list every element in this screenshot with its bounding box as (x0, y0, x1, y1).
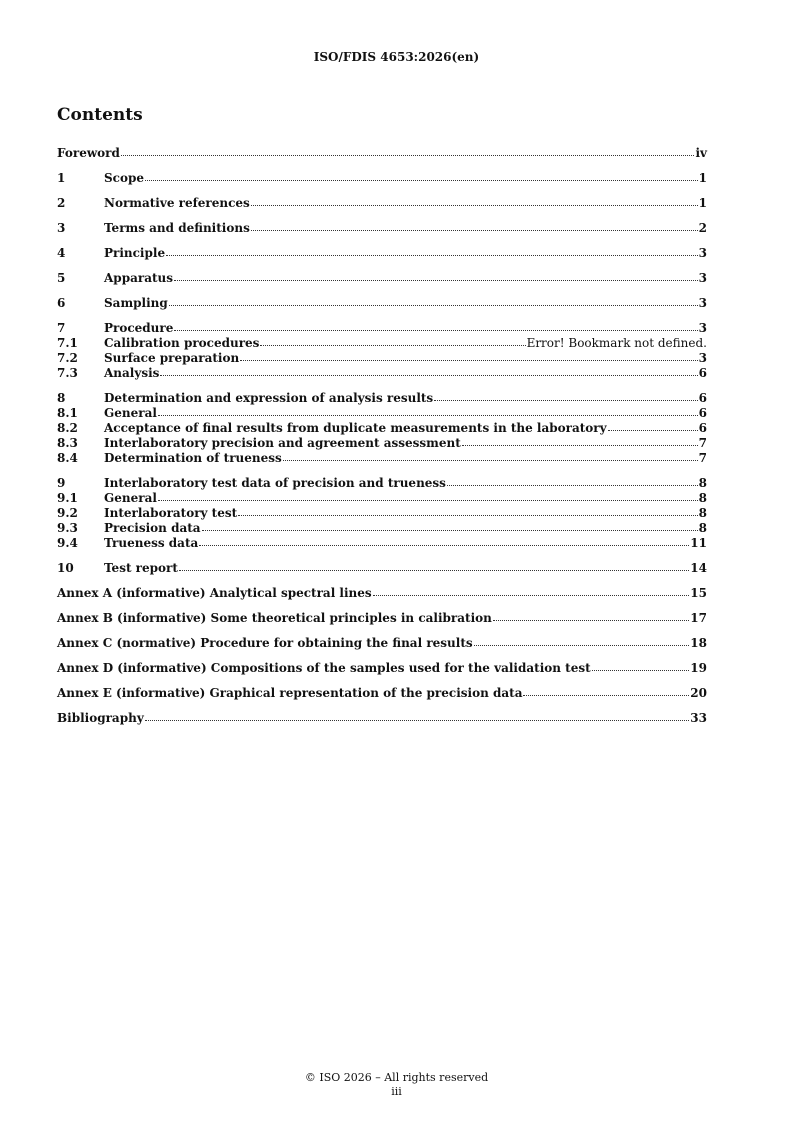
toc-entry[interactable] (57, 476, 707, 491)
toc-entry-number: 6 (57, 296, 66, 310)
toc-dot-leader (493, 610, 689, 621)
toc-dot-leader (160, 365, 697, 376)
toc-entry[interactable] (57, 351, 707, 366)
page-footer (0, 1071, 793, 1099)
toc-entry-page: 3 (698, 321, 707, 335)
toc-entry-page: 33 (690, 711, 707, 725)
toc-dot-leader (145, 710, 690, 721)
toc-entry-page: 1 (698, 196, 707, 210)
toc-entry-title: Interlaboratory test (104, 506, 238, 520)
toc-entry-title: Terms and definitions (104, 221, 250, 235)
toc-entry-page: 18 (690, 636, 707, 650)
toc-entry-title: Annex C (normative) Procedure for obtaining the final results (57, 636, 473, 650)
toc-entry-title: Procedure (104, 321, 174, 335)
toc-entry-number: 8 (57, 391, 66, 405)
toc-entry[interactable] (57, 146, 707, 161)
toc-dot-leader (523, 685, 689, 696)
toc-entry[interactable] (57, 661, 707, 676)
toc-entry[interactable] (57, 391, 707, 406)
contents-title: Contents (57, 105, 143, 125)
toc-entry-title: Interlaboratory precision and agreement assessment (104, 436, 461, 450)
toc-entry-title: Acceptance of final results from duplicate measurements in the laboratory (104, 421, 607, 435)
toc-dot-leader (608, 420, 698, 431)
toc-entry-title: Bibliography (57, 711, 144, 725)
toc-entry-number: 8.1 (57, 406, 78, 420)
toc-entry[interactable] (57, 321, 707, 336)
toc-entry-number: 8.3 (57, 436, 78, 450)
toc-entry-number: 3 (57, 221, 66, 235)
toc-dot-leader (199, 535, 689, 546)
toc-entry-page: 17 (690, 611, 707, 625)
toc-entry-page: 11 (690, 536, 707, 550)
toc-dot-leader (260, 335, 525, 346)
toc-dot-leader (447, 475, 698, 486)
toc-entry[interactable] (57, 636, 707, 651)
toc-entry[interactable] (57, 336, 707, 351)
toc-entry-page: 7 (698, 451, 707, 465)
toc-entry-page: 8 (698, 491, 707, 505)
toc-entry[interactable] (57, 436, 707, 451)
toc-entry-page: Error! Bookmark not defined. (526, 336, 707, 350)
toc-dot-leader (238, 505, 697, 516)
toc-entry-page: 6 (698, 421, 707, 435)
toc-dot-leader (474, 635, 690, 646)
toc-entry[interactable] (57, 246, 707, 261)
toc-entry-page: 14 (690, 561, 707, 575)
table-of-contents (57, 146, 707, 726)
toc-entry-title: Scope (104, 171, 145, 185)
toc-entry-page: 6 (698, 366, 707, 380)
toc-dot-leader (373, 585, 690, 596)
toc-entry-title: Normative references (104, 196, 250, 210)
toc-entry-number: 4 (57, 246, 66, 260)
toc-entry-page: 3 (698, 351, 707, 365)
toc-entry-title: Calibration procedures (104, 336, 260, 350)
toc-entry-number: 9 (57, 476, 66, 490)
toc-dot-leader (166, 245, 698, 256)
toc-entry[interactable] (57, 421, 707, 436)
toc-entry-number: 1 (57, 171, 66, 185)
toc-entry[interactable] (57, 196, 707, 211)
toc-entry-title: Sampling (104, 296, 168, 310)
toc-dot-leader (434, 390, 697, 401)
toc-entry-title: Surface preparation (104, 351, 240, 365)
toc-entry-page: 6 (698, 406, 707, 420)
toc-entry[interactable] (57, 221, 707, 236)
document-header: ISO/FDIS 4653:2026(en) (313, 50, 480, 64)
toc-entry-title: Foreword (57, 146, 120, 160)
toc-entry[interactable] (57, 491, 707, 506)
toc-entry[interactable] (57, 171, 707, 186)
toc-entry-title: General (104, 491, 157, 505)
toc-entry-page: 3 (698, 246, 707, 260)
toc-entry[interactable] (57, 586, 707, 601)
toc-entry[interactable] (57, 506, 707, 521)
toc-entry-number: 9.2 (57, 506, 78, 520)
toc-entry-title: General (104, 406, 157, 420)
copyright-notice: © ISO 2026 – All rights reserved (304, 1071, 489, 1084)
toc-entry[interactable] (57, 521, 707, 536)
toc-entry-number: 9.3 (57, 521, 78, 535)
toc-entry-title: Test report (104, 561, 178, 575)
toc-dot-leader (121, 145, 695, 156)
toc-dot-leader (169, 295, 698, 306)
toc-dot-leader (174, 270, 698, 281)
toc-entry[interactable] (57, 686, 707, 701)
toc-entry-title: Apparatus (104, 271, 173, 285)
toc-entry-title: Analysis (104, 366, 160, 380)
toc-entry-title: Annex B (informative) Some theoretical principles in calibration (57, 611, 492, 625)
toc-entry-number: 7.3 (57, 366, 78, 380)
toc-entry-page: 1 (698, 171, 707, 185)
toc-entry[interactable] (57, 451, 707, 466)
toc-entry-page: 6 (698, 391, 707, 405)
toc-entry-number: 7 (57, 321, 66, 335)
toc-dot-leader (283, 450, 698, 461)
toc-entry-page: 19 (690, 661, 707, 675)
toc-dot-leader (251, 220, 698, 231)
toc-entry-title: Principle (104, 246, 166, 260)
toc-entry-number: 2 (57, 196, 66, 210)
toc-entry-page: 20 (690, 686, 707, 700)
page-number: iii (391, 1085, 402, 1098)
toc-entry-title: Determination of trueness (104, 451, 282, 465)
toc-entry-page: 3 (698, 296, 707, 310)
toc-entry[interactable] (57, 406, 707, 421)
toc-entry[interactable] (57, 271, 707, 286)
toc-dot-leader (462, 435, 698, 446)
toc-entry-number: 9.1 (57, 491, 78, 505)
toc-dot-leader (158, 405, 698, 416)
toc-entry-title: Annex D (informative) Compositions of the samples used for the validation test (57, 661, 591, 675)
toc-dot-leader (240, 350, 697, 361)
toc-entry-title: Annex E (informative) Graphical representation of the precision data (57, 686, 523, 700)
toc-entry[interactable] (57, 536, 707, 551)
toc-dot-leader (179, 560, 689, 571)
toc-entry-number: 10 (57, 561, 74, 575)
toc-entry-title: Annex A (informative) Analytical spectral lines (57, 586, 372, 600)
toc-entry-page: 3 (698, 271, 707, 285)
toc-entry-title: Trueness data (104, 536, 199, 550)
toc-entry-number: 7.1 (57, 336, 78, 350)
toc-entry-number: 7.2 (57, 351, 78, 365)
toc-entry-number: 8.2 (57, 421, 78, 435)
toc-dot-leader (592, 660, 690, 671)
toc-entry-number: 9.4 (57, 536, 78, 550)
toc-entry[interactable] (57, 611, 707, 626)
toc-entry-page: iv (695, 146, 707, 160)
toc-entry-page: 15 (690, 586, 707, 600)
toc-entry-page: 7 (698, 436, 707, 450)
toc-entry-page: 8 (698, 506, 707, 520)
toc-dot-leader (174, 320, 697, 331)
toc-entry-page: 8 (698, 521, 707, 535)
toc-entry-title: Precision data (104, 521, 201, 535)
toc-entry[interactable] (57, 561, 707, 576)
toc-dot-leader (145, 170, 698, 181)
toc-dot-leader (202, 520, 698, 531)
toc-dot-leader (158, 490, 698, 501)
toc-entry-title: Determination and expression of analysis results (104, 391, 434, 405)
toc-entry-page: 2 (698, 221, 707, 235)
toc-entry-number: 5 (57, 271, 66, 285)
toc-entry[interactable] (57, 296, 707, 311)
toc-dot-leader (251, 195, 698, 206)
toc-entry[interactable] (57, 366, 707, 381)
toc-entry-title: Interlaboratory test data of precision and trueness (104, 476, 446, 490)
toc-entry-number: 8.4 (57, 451, 78, 465)
toc-entry[interactable] (57, 711, 707, 726)
toc-entry-page: 8 (698, 476, 707, 490)
